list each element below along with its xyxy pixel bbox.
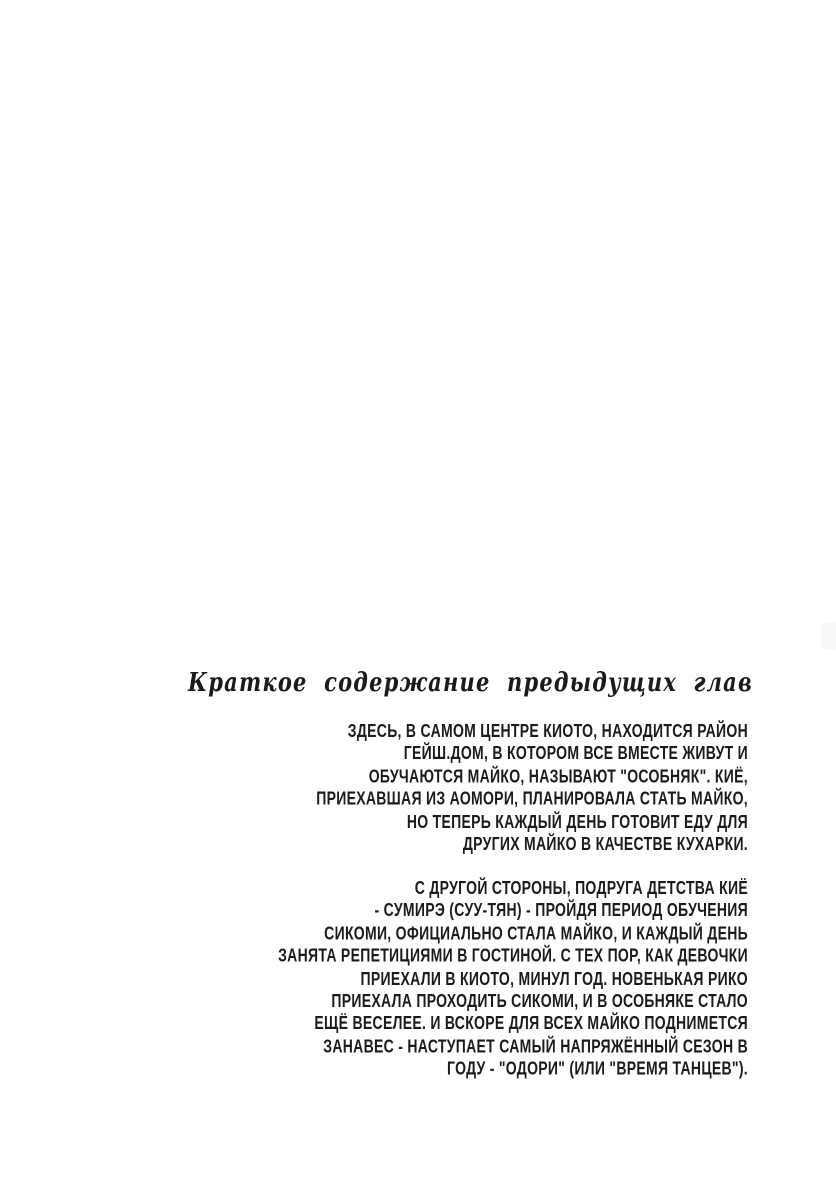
text-line: ЗДЕСЬ, В САМОМ ЦЕНТРЕ КИОТО, НАХОДИТСЯ РАЙОН bbox=[347, 720, 748, 741]
text-line: С ДРУГОЙ СТОРОНЫ, ПОДРУГА ДЕТСТВА КИЁ bbox=[414, 877, 748, 898]
text-line: ПРИЕХАЛИ В КИОТО, МИНУЛ ГОД. НОВЕНЬКАЯ РИКО bbox=[360, 967, 748, 989]
recap-paragraph-2 bbox=[188, 877, 748, 1081]
text-line: ЗАНАВЕС - НАСТУПАЕТ САМЫЙ НАПРЯЖЁННЫЙ СЕЗОН В bbox=[323, 1035, 748, 1057]
text-line: ПРИЕХАЛА ПРОХОДИТЬ СИКОМИ, И В ОСОБНЯКЕ СТАЛО bbox=[331, 990, 748, 1011]
text-line: ДРУГИХ МАЙКО В КАЧЕСТВЕ КУХАРКИ. bbox=[462, 833, 748, 854]
text-line: ГОДУ - "ОДОРИ" (ИЛИ "ВРЕМЯ ТАНЦЕВ"). bbox=[447, 1058, 748, 1079]
text-line: ЗАНЯТА РЕПЕТИЦИЯМИ В ГОСТИНОЙ. С ТЕХ ПОР, КАК ДЕВОЧКИ bbox=[278, 944, 748, 966]
text-line: ГЕЙШ.ДОМ, В КОТОРОМ ВСЕ ВМЕСТЕ ЖИВУТ И bbox=[403, 742, 748, 764]
text-line: ЕЩЁ ВЕСЕЛЕЕ. И ВСКОРЕ ДЛЯ ВСЕХ МАЙКО ПОДНИМЕТСЯ bbox=[314, 1012, 748, 1034]
text-line: - СУМИРЭ (СУУ-ТЯН) - ПРОЙДЯ ПЕРИОД ОБУЧЕНИЯ bbox=[374, 899, 748, 921]
text-line: ПРИЕХАВШАЯ ИЗ АОМОРИ, ПЛАНИРОВАЛА СТАТЬ МАЙКО, bbox=[316, 787, 748, 809]
recap-title: Краткое содержание предыдущих глав bbox=[188, 666, 753, 698]
text-line: СИКОМИ, ОФИЦИАЛЬНО СТАЛА МАЙКО, И КАЖДЫЙ ДЕНЬ bbox=[324, 922, 748, 944]
text-line: НО ТЕПЕРЬ КАЖДЫЙ ДЕНЬ ГОТОВИТ ЕДУ ДЛЯ bbox=[406, 810, 748, 832]
recap-paragraph-1 bbox=[188, 720, 748, 856]
text-line: ОБУЧАЮТСЯ МАЙКО, НАЗЫВАЮТ "ОСОБНЯК". КИЁ, bbox=[368, 765, 748, 787]
page-edge-mark bbox=[822, 622, 836, 650]
